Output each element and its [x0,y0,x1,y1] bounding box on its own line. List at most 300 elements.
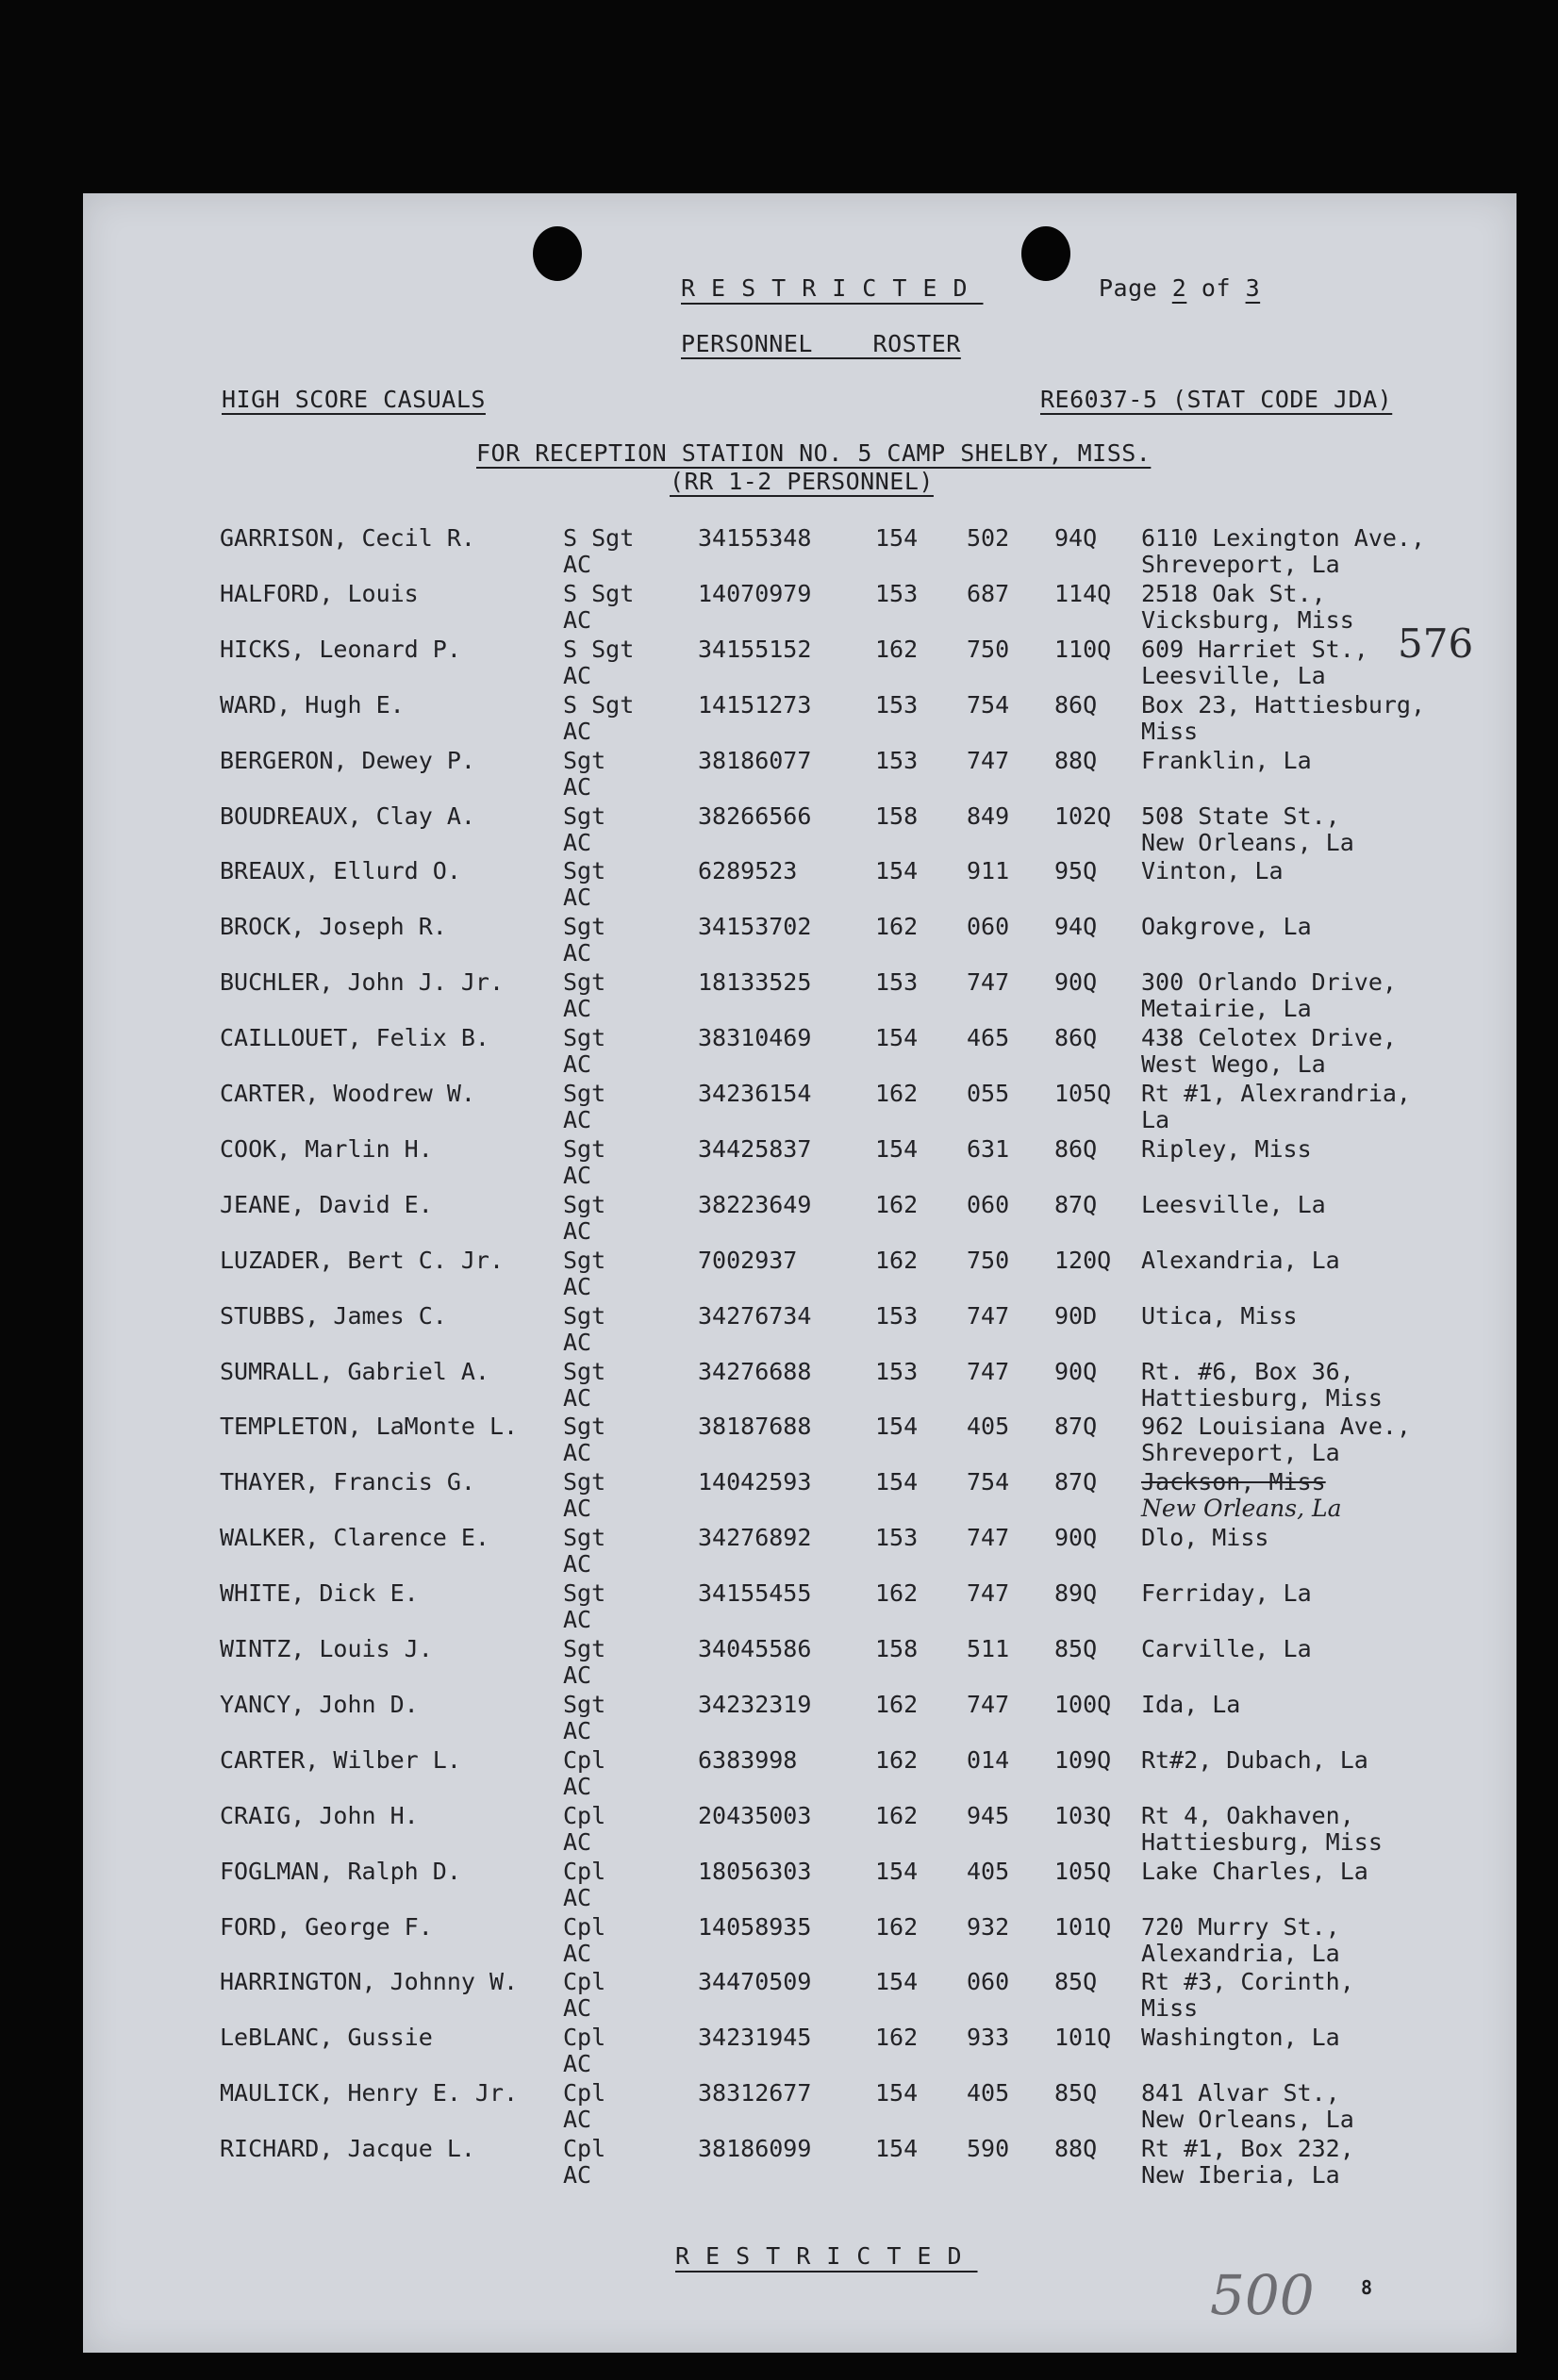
roster-addr1: Jackson, Miss [1141,1468,1326,1496]
roster-a: 154 [875,857,919,885]
roster-serial: 34276688 [698,1357,812,1385]
roster-a: 153 [875,690,919,719]
roster-b: 055 [967,1080,1010,1107]
roster-comp: AC [563,1661,592,1689]
roster-serial: 18056303 [698,1857,812,1885]
roster-b: 911 [967,857,1010,885]
roster-q: 85Q [1054,1968,1098,1996]
roster-addr1: 720 Murry St., [1141,1912,1340,1941]
roster-q: 94Q [1054,524,1098,552]
roster-rank: Cpl [563,2135,606,2163]
roster-a: 162 [875,1912,919,1941]
roster-serial: 34232319 [698,1690,812,1718]
page-indicator [1099,276,1260,300]
reference-code: RE6037-5 (STAT CODE JDA) [1040,386,1393,413]
roster-addr1: 2518 Oak St., [1141,579,1326,607]
roster-name: FORD, George F. [220,1912,433,1941]
roster-a: 162 [875,1246,919,1274]
roster-name: HICKS, Leonard P. [220,635,461,663]
roster-addr1: Franklin, La [1141,746,1312,774]
roster-rank: Sgt [563,1524,606,1552]
roster-comp: AC [563,1050,592,1079]
roster-b: 511 [967,1635,1010,1662]
roster-row [0,691,1558,747]
roster-a: 162 [875,1190,919,1218]
roster-q: 95Q [1054,857,1098,885]
roster-serial: 14058935 [698,1912,812,1941]
roster-a: 158 [875,802,919,830]
roster-b: 754 [967,690,1010,719]
roster-name: MAULICK, Henry E. Jr. [220,2079,519,2107]
roster-serial: 38187688 [698,1413,812,1441]
roster-serial: 34155152 [698,635,812,663]
roster-serial: 6383998 [698,1745,798,1774]
roster-rank: Cpl [563,1801,606,1829]
roster-serial: 20435003 [698,1801,812,1829]
roster-name: CRAIG, John H. [220,1801,419,1829]
roster-comp: AC [563,605,592,634]
roster-a: 154 [875,1134,919,1163]
roster-a: 153 [875,1524,919,1552]
roster-addr2: Leesville, La [1141,661,1326,689]
roster-b: 932 [967,1912,1010,1941]
roster-b: 405 [967,1413,1010,1441]
roster-addr2: New Orleans, La [1141,828,1354,856]
roster-addr2: Metairie, La [1141,995,1312,1023]
roster-rank: Sgt [563,1579,606,1608]
roster-addr1: Vinton, La [1141,857,1284,885]
roster-a: 153 [875,746,919,774]
roster-a: 153 [875,579,919,607]
roster-a: 154 [875,1968,919,1996]
roster-b: 933 [967,2024,1010,2052]
roster-q: 87Q [1054,1413,1098,1441]
roster-b: 747 [967,1579,1010,1608]
roster-row [0,1968,1558,2024]
roster-addr2: West Wego, La [1141,1050,1326,1079]
roster-b: 060 [967,1968,1010,1996]
roster-row [0,1080,1558,1135]
roster-b: 405 [967,2079,1010,2107]
roster-comp: AC [563,1994,592,2023]
roster-a: 162 [875,1080,919,1107]
roster-q: 87Q [1054,1468,1098,1496]
roster-b: 747 [967,968,1010,997]
roster-b: 060 [967,913,1010,941]
roster-b: 502 [967,524,1010,552]
roster-name: LeBLANC, Gussie [220,2024,433,2052]
roster-rank: Sgt [563,1190,606,1218]
roster-serial: 38186077 [698,746,812,774]
roster-row [0,524,1558,580]
roster-rank: Sgt [563,1246,606,1274]
roster-rank: Sgt [563,802,606,830]
roster-addr1: Utica, Miss [1141,1301,1298,1330]
roster-comp: AC [563,1328,592,1356]
roster-serial: 6289523 [698,857,798,885]
roster-rank: Sgt [563,1468,606,1496]
roster-comp: AC [563,1495,592,1523]
roster-name: HALFORD, Louis [220,579,419,607]
roster-b: 750 [967,635,1010,663]
roster-serial: 34470509 [698,1968,812,1996]
roster-addr1: Ida, La [1141,1690,1241,1718]
roster-addr1: Oakgrove, La [1141,913,1312,941]
roster-rank: Cpl [563,1968,606,1996]
roster-addr2: Hattiesburg, Miss [1141,1383,1383,1412]
roster-addr1: Alexandria, La [1141,1246,1340,1274]
roster-rank: Sgt [563,913,606,941]
roster-addr1: 609 Harriet St., [1141,635,1368,663]
roster-a: 153 [875,968,919,997]
roster-row [0,1802,1558,1858]
roster-row [0,1858,1558,1913]
roster-a: 154 [875,1413,919,1441]
classification-header: RESTRICTED [681,274,984,302]
roster-serial: 14151273 [698,690,812,719]
roster-a: 162 [875,635,919,663]
roster-q: 94Q [1054,913,1098,941]
roster-row [0,913,1558,968]
roster-q: 89Q [1054,1579,1098,1608]
roster-name: BROCK, Joseph R. [220,913,447,941]
roster-row [0,1746,1558,1802]
page-current: 2 [1171,274,1187,302]
roster-row [0,857,1558,913]
roster-comp: AC [563,995,592,1023]
roster-q: 90D [1054,1301,1098,1330]
roster-a: 158 [875,1635,919,1662]
roster-row [0,1413,1558,1468]
roster-name: FOGLMAN, Ralph D. [220,1857,461,1885]
roster-addr1: Rt #1, Box 232, [1141,2135,1354,2163]
roster-q: 100Q [1054,1690,1112,1718]
roster-q: 86Q [1054,1134,1098,1163]
roster-row [0,2024,1558,2079]
classification-footer: RESTRICTED [675,2242,978,2270]
roster-a: 154 [875,1468,919,1496]
roster-row [0,1913,1558,1969]
roster-rank: Cpl [563,1912,606,1941]
roster-rank: Sgt [563,1635,606,1662]
roster-comp: AC [563,1550,592,1578]
roster-name: CARTER, Wilber L. [220,1745,461,1774]
roster-name: BERGERON, Dewey P. [220,746,475,774]
roster-b: 747 [967,1301,1010,1330]
roster-rank: Sgt [563,1413,606,1441]
roster-rank: Sgt [563,1301,606,1330]
roster-addr1: Rt #3, Corinth, [1141,1968,1354,1996]
roster-comp: AC [563,1439,592,1467]
roster-b: 754 [967,1468,1010,1496]
roster-row [0,1024,1558,1080]
roster-addr1: 438 Celotex Drive, [1141,1024,1397,1052]
roster-row [0,2079,1558,2135]
roster-q: 105Q [1054,1080,1112,1107]
roster-comp: AC [563,1383,592,1412]
roster-rank: Sgt [563,1080,606,1107]
roster-comp: AC [563,1161,592,1189]
roster-a: 153 [875,1357,919,1385]
roster-a: 153 [875,1301,919,1330]
roster-q: 85Q [1054,2079,1098,2107]
roster-addr1: Lake Charles, La [1141,1857,1368,1885]
roster-addr1: Rt #1, Alexrandria, [1141,1080,1411,1107]
roster-comp: AC [563,828,592,856]
roster-serial: 38312677 [698,2079,812,2107]
roster-addr2: Hattiesburg, Miss [1141,1827,1383,1856]
roster-a: 162 [875,1579,919,1608]
roster-comp: AC [563,1827,592,1856]
roster-addr2: New Orleans, La [1141,1495,1342,1523]
roster-rank: Cpl [563,2079,606,2107]
roster-b: 631 [967,1134,1010,1163]
roster-name: COOK, Marlin H. [220,1134,433,1163]
roster-rank: Sgt [563,746,606,774]
roster-name: WARD, Hugh E. [220,690,405,719]
roster-serial: 7002937 [698,1246,798,1274]
roster-rank: Sgt [563,1357,606,1385]
station-line: FOR RECEPTION STATION NO. 5 CAMP SHELBY, MISS. [476,439,1152,467]
roster-name: THAYER, Francis G. [220,1468,475,1496]
roster-q: 105Q [1054,1857,1112,1885]
roster-row [0,636,1558,691]
roster-rank: Sgt [563,1134,606,1163]
roster-rank: Cpl [563,1857,606,1885]
roster-row [0,1358,1558,1413]
subtitle-line: (RR 1-2 PERSONNEL) [670,468,934,495]
roster-addr2: Shreveport, La [1141,551,1340,578]
roster-addr1: Washington, La [1141,2024,1340,2052]
roster-name: TEMPLETON, LaMonte L. [220,1413,519,1441]
handwritten-footer-number: 500 [1210,2263,1315,2327]
roster-serial: 34155455 [698,1579,812,1608]
roster-row [0,580,1558,636]
roster-a: 162 [875,1801,919,1829]
roster-serial: 34276734 [698,1301,812,1330]
roster-rank: S Sgt [563,690,635,719]
roster-a: 154 [875,2135,919,2163]
roster-q: 90Q [1054,1524,1098,1552]
roster-name: BREAUX, Ellurd O. [220,857,461,885]
roster-name: YANCY, John D. [220,1690,419,1718]
roster-comp: AC [563,1272,592,1300]
roster-addr1: 962 Louisiana Ave., [1141,1413,1411,1441]
roster-b: 747 [967,1690,1010,1718]
roster-name: BOUDREAUX, Clay A. [220,802,475,830]
roster-comp: AC [563,1772,592,1800]
roster-name: CAILLOUET, Felix B. [220,1024,489,1052]
roster-rank: Sgt [563,857,606,885]
roster-q: 88Q [1054,746,1098,774]
roster-serial: 38186099 [698,2135,812,2163]
roster-name: BUCHLER, John J. Jr. [220,968,505,997]
roster-addr1: Rt. #6, Box 36, [1141,1357,1354,1385]
roster-serial: 14070979 [698,579,812,607]
roster-name: SUMRALL, Gabriel A. [220,1357,489,1385]
roster-q: 101Q [1054,2024,1112,2052]
roster-serial: 34155348 [698,524,812,552]
roster-comp: AC [563,772,592,801]
roster-comp: AC [563,1106,592,1133]
roster-comp: AC [563,717,592,745]
roster-a: 162 [875,913,919,941]
roster-addr1: Ripley, Miss [1141,1134,1312,1163]
roster-addr1: 300 Orlando Drive, [1141,968,1397,997]
sheet-number: 8 [1361,2276,1373,2299]
roster-a: 154 [875,1857,919,1885]
roster-name: STUBBS, James C. [220,1301,447,1330]
roster-name: WALKER, Clarence E. [220,1524,489,1552]
roster-row [0,747,1558,802]
roster-b: 945 [967,1801,1010,1829]
roster-row [0,1191,1558,1247]
roster-q: 101Q [1054,1912,1112,1941]
roster-rank: S Sgt [563,579,635,607]
roster-comp: AC [563,1716,592,1744]
roster-addr2: Vicksburg, Miss [1141,605,1354,634]
roster-name: HARRINGTON, Johnny W. [220,1968,519,1996]
roster-comp: AC [563,1606,592,1634]
page-label: Page [1099,274,1158,302]
roster-row [0,968,1558,1024]
roster-q: 120Q [1054,1246,1112,1274]
roster-addr2: Alexandria, La [1141,1939,1340,1967]
roster-row [0,1247,1558,1302]
roster-b: 014 [967,1745,1010,1774]
roster-rank: Sgt [563,968,606,997]
roster-rank: Cpl [563,1745,606,1774]
roster-serial: 34231945 [698,2024,812,2052]
roster-b: 747 [967,746,1010,774]
roster-comp: AC [563,2161,592,2190]
roster-addr1: Leesville, La [1141,1190,1326,1218]
roster-comp: AC [563,551,592,578]
roster-row [0,1135,1558,1191]
roster-serial: 38223649 [698,1190,812,1218]
roster-b: 465 [967,1024,1010,1052]
roster-name: CARTER, Woodrew W. [220,1080,475,1107]
roster-addr2: New Orleans, La [1141,2106,1354,2134]
roster-addr1: Box 23, Hattiesburg, [1141,690,1426,719]
roster-serial: 38266566 [698,802,812,830]
roster-row [0,1524,1558,1579]
punch-hole-right [1021,226,1070,281]
roster-q: 85Q [1054,1635,1098,1662]
roster-b: 750 [967,1246,1010,1274]
roster-b: 590 [967,2135,1010,2163]
roster-serial: 34276892 [698,1524,812,1552]
roster-serial: 14042593 [698,1468,812,1496]
roster-serial: 38310469 [698,1024,812,1052]
roster-q: 90Q [1054,1357,1098,1385]
roster-row [0,1635,1558,1691]
roster-row [0,802,1558,858]
roster-rank: S Sgt [563,524,635,552]
roster-b: 747 [967,1357,1010,1385]
roster-comp: AC [563,939,592,967]
roster-comp: AC [563,2050,592,2078]
roster-row [0,1691,1558,1746]
roster-name: GARRISON, Cecil R. [220,524,475,552]
roster-addr1: Ferriday, La [1141,1579,1312,1608]
page-total: 3 [1245,274,1261,302]
roster-serial: 34236154 [698,1080,812,1107]
roster-row [0,2135,1558,2190]
roster-addr1: 508 State St., [1141,802,1340,830]
group-label: HIGH SCORE CASUALS [222,386,486,413]
roster-comp: AC [563,1216,592,1245]
roster-addr1: Rt 4, Oakhaven, [1141,1801,1354,1829]
roster-a: 154 [875,524,919,552]
punch-hole-left [533,226,582,281]
roster-rank: Cpl [563,2024,606,2052]
roster-rank: S Sgt [563,635,635,663]
roster-name: RICHARD, Jacque L. [220,2135,475,2163]
roster-row [0,1302,1558,1358]
roster-b: 405 [967,1857,1010,1885]
roster-comp: AC [563,1883,592,1911]
roster-serial: 34425837 [698,1134,812,1163]
roster-a: 154 [875,2079,919,2107]
roster-a: 162 [875,2024,919,2052]
roster-addr1: Carville, La [1141,1635,1312,1662]
roster-addr1: Dlo, Miss [1141,1524,1269,1552]
document-title: PERSONNEL ROSTER [681,330,961,357]
roster-b: 747 [967,1524,1010,1552]
roster-b: 687 [967,579,1010,607]
roster-q: 114Q [1054,579,1112,607]
roster-addr2: New Iberia, La [1141,2161,1340,2190]
roster-b: 849 [967,802,1010,830]
page-of: of [1201,274,1232,302]
roster-name: WHITE, Dick E. [220,1579,419,1608]
roster-q: 87Q [1054,1190,1098,1218]
roster-addr1: 6110 Lexington Ave., [1141,524,1426,552]
roster-q: 109Q [1054,1745,1112,1774]
roster-q: 103Q [1054,1801,1112,1829]
roster-addr2: La [1141,1106,1170,1133]
roster-addr2: Shreveport, La [1141,1439,1340,1467]
roster-b: 060 [967,1190,1010,1218]
roster-row [0,1468,1558,1524]
roster-addr1: Rt#2, Dubach, La [1141,1745,1368,1774]
roster-a: 162 [875,1745,919,1774]
roster-q: 110Q [1054,635,1112,663]
roster-serial: 34153702 [698,913,812,941]
roster-comp: AC [563,2106,592,2134]
roster-addr2: Miss [1141,717,1199,745]
roster-row [0,1579,1558,1635]
roster-addr1: 841 Alvar St., [1141,2079,1340,2107]
roster-q: 88Q [1054,2135,1098,2163]
roster-name: LUZADER, Bert C. Jr. [220,1246,505,1274]
roster-q: 86Q [1054,1024,1098,1052]
roster-name: WINTZ, Louis J. [220,1635,433,1662]
roster-comp: AC [563,884,592,912]
handwritten-page-number: 576 [1398,620,1474,667]
roster-q: 90Q [1054,968,1098,997]
roster-comp: AC [563,661,592,689]
roster-a: 162 [875,1690,919,1718]
roster-name: JEANE, David E. [220,1190,433,1218]
roster-comp: AC [563,1939,592,1967]
roster-addr2: Miss [1141,1994,1199,2023]
roster-q: 86Q [1054,690,1098,719]
roster-rank: Sgt [563,1024,606,1052]
roster-serial: 18133525 [698,968,812,997]
roster-q: 102Q [1054,802,1112,830]
